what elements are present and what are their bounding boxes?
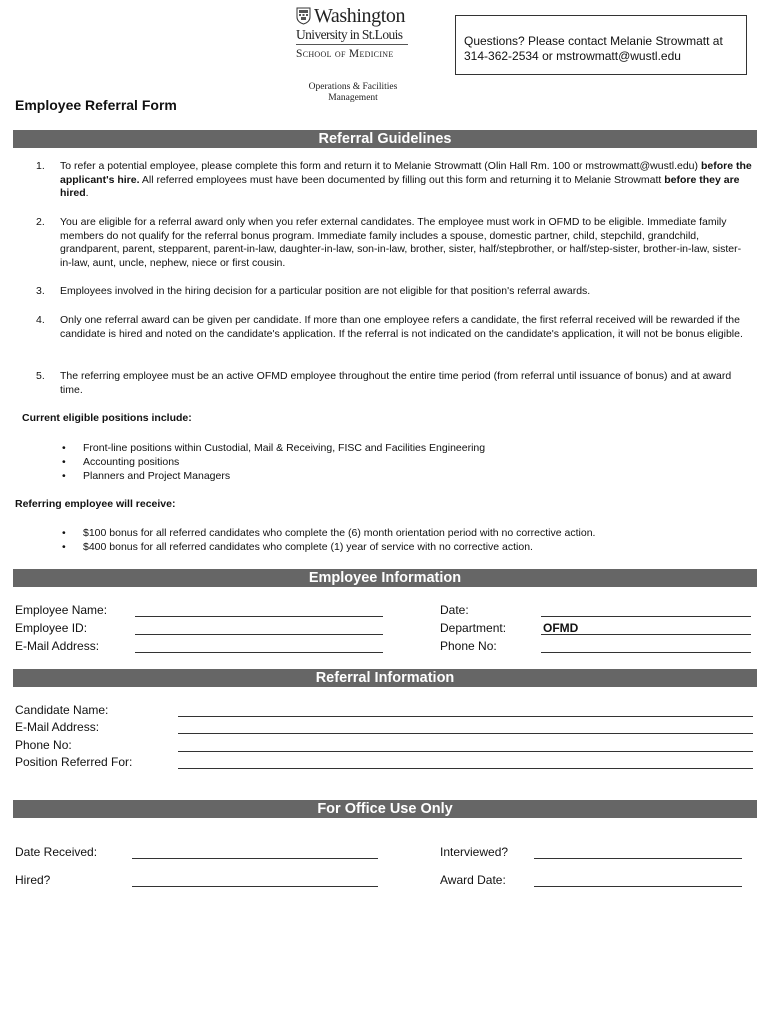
date-received-field[interactable] [132, 858, 378, 859]
guideline-number: 2. [36, 216, 45, 228]
rewards-heading: Referring employee will receive: [15, 498, 176, 510]
bullet: • [62, 527, 66, 539]
list-item [62, 441, 485, 455]
university-shield-icon [296, 7, 311, 25]
candidate-name-field[interactable] [178, 716, 753, 717]
date-field[interactable] [541, 616, 751, 617]
list-item [62, 455, 179, 469]
list-item [62, 526, 595, 540]
list-item [62, 540, 533, 554]
employee-name-label: Employee Name: [15, 603, 108, 617]
guideline-number: 3. [36, 285, 45, 297]
guideline-number: 4. [36, 314, 45, 326]
list-item [62, 469, 230, 483]
contact-box [455, 15, 747, 75]
list-item-text: Accounting positions [83, 456, 180, 468]
department-field[interactable] [541, 634, 751, 635]
hired-field[interactable] [132, 886, 378, 887]
guideline-text: Employees involved in the hiring decision for a particular position are not eligible for that position's referral awards. [60, 285, 591, 297]
university-logo [296, 6, 416, 61]
guideline-text: The referring employee must be an active OFMD employee throughout the entire time period (from referral until issuance of bonus) and at award time. [60, 370, 732, 396]
department-label: Department: [440, 621, 507, 635]
logo-university: University in St.Louis [296, 27, 403, 42]
guideline-text-part: To refer a potential employee, please complete this form and return it to Melanie Strowmatt (Olin Hall Rm. 100 or mstrowmatt@wustl.edu) [60, 160, 699, 172]
list-item-text: $100 bonus for all referred candidates who complete the (6) month orientation period with no corrective action. [83, 527, 596, 539]
bullet: • [62, 456, 66, 468]
guideline-number: 1. [36, 160, 45, 172]
guideline-text: You are eligible for a referral award only when you refer external candidates. The employee must work in OFMD to be eligible. Immediate family members do not qualify for the referral bonus program. Immediate family includes a spouse, domestic partner, child, stepchild, grandchild, grandparent, parent, stepparent, parent-in-law, daughter-in-law, son-in-law, brother, sister, half/stepbrother, or half/step-sister, brother-in-law, sister-in-law, aunt, uncle, nephew, niece or first cousin. [60, 216, 742, 269]
positions-heading: Current eligible positions include: [22, 412, 192, 424]
candidate-phone-label: Phone No: [15, 738, 72, 752]
hired-label: Hired? [15, 873, 51, 887]
candidate-name-label: Candidate Name: [15, 703, 109, 717]
list-item-text: Planners and Project Managers [83, 470, 231, 482]
guideline-item [36, 370, 752, 397]
interviewed-field[interactable] [534, 858, 742, 859]
employee-email-label: E-Mail Address: [15, 639, 100, 653]
list-item-text: $400 bonus for all referred candidates who complete (1) year of service with no corrective action. [83, 541, 533, 553]
guideline-item [36, 216, 752, 270]
form-title: Employee Referral Form [15, 97, 177, 113]
guideline-emphasis: before they are hired [60, 173, 740, 199]
bullet: • [62, 541, 66, 553]
interviewed-label: Interviewed? [440, 845, 509, 859]
candidate-email-field[interactable] [178, 733, 753, 734]
employee-name-field[interactable] [135, 616, 383, 617]
employee-id-field[interactable] [135, 634, 383, 635]
section-header-guidelines: Referral Guidelines [13, 130, 757, 148]
department-value: OFMD [543, 621, 579, 635]
award-date-label: Award Date: [440, 873, 506, 887]
phone-field[interactable] [541, 652, 751, 653]
position-referred-label: Position Referred For: [15, 755, 133, 769]
date-label: Date: [440, 603, 469, 617]
section-header-referral: Referral Information [13, 669, 757, 687]
employee-email-field[interactable] [135, 652, 383, 653]
contact-line-1: Questions? Please contact Melanie Strowmatt at [464, 34, 723, 48]
guideline-item [36, 314, 752, 341]
guideline-item [36, 285, 752, 299]
position-referred-field[interactable] [178, 768, 753, 769]
guideline-item [36, 160, 752, 201]
award-date-field[interactable] [534, 886, 742, 887]
date-received-label: Date Received: [15, 845, 98, 859]
logo-wordmark: Washington [314, 5, 406, 27]
guideline-text-part: . [85, 187, 89, 199]
candidate-phone-field[interactable] [178, 751, 753, 752]
contact-line-2: 314-362-2534 or mstrowmatt@wustl.edu [464, 49, 681, 63]
list-item-text: Front-line positions within Custodial, Mail & Receiving, FISC and Facilities Engineering [83, 442, 486, 454]
section-header-employee: Employee Information [13, 569, 757, 587]
bullet: • [62, 442, 66, 454]
candidate-email-label: E-Mail Address: [15, 720, 100, 734]
guideline-text: Only one referral award can be given per candidate. If more than one employee refers a candidate, the first referral received will be rewarded if the candidate is hired and noted on the candidate's application. If the referral is not indicated on the candidate's application, it will not be bonus eligible. [60, 314, 743, 340]
department-name: Operations & Facilities Management [308, 82, 398, 103]
section-header-office: For Office Use Only [13, 800, 757, 818]
logo-school: School of Medicine [296, 48, 394, 60]
logo-divider [296, 44, 408, 45]
guideline-text-part: All referred employees must have been documented by filling out this form and returning it to Melanie Strowmatt [139, 173, 665, 186]
phone-label: Phone No: [440, 639, 497, 653]
employee-id-label: Employee ID: [15, 621, 88, 635]
guideline-emphasis: before the applicant's hire. [60, 160, 752, 186]
guideline-number: 5. [36, 370, 45, 382]
guideline-text [60, 160, 752, 201]
bullet: • [62, 470, 66, 482]
